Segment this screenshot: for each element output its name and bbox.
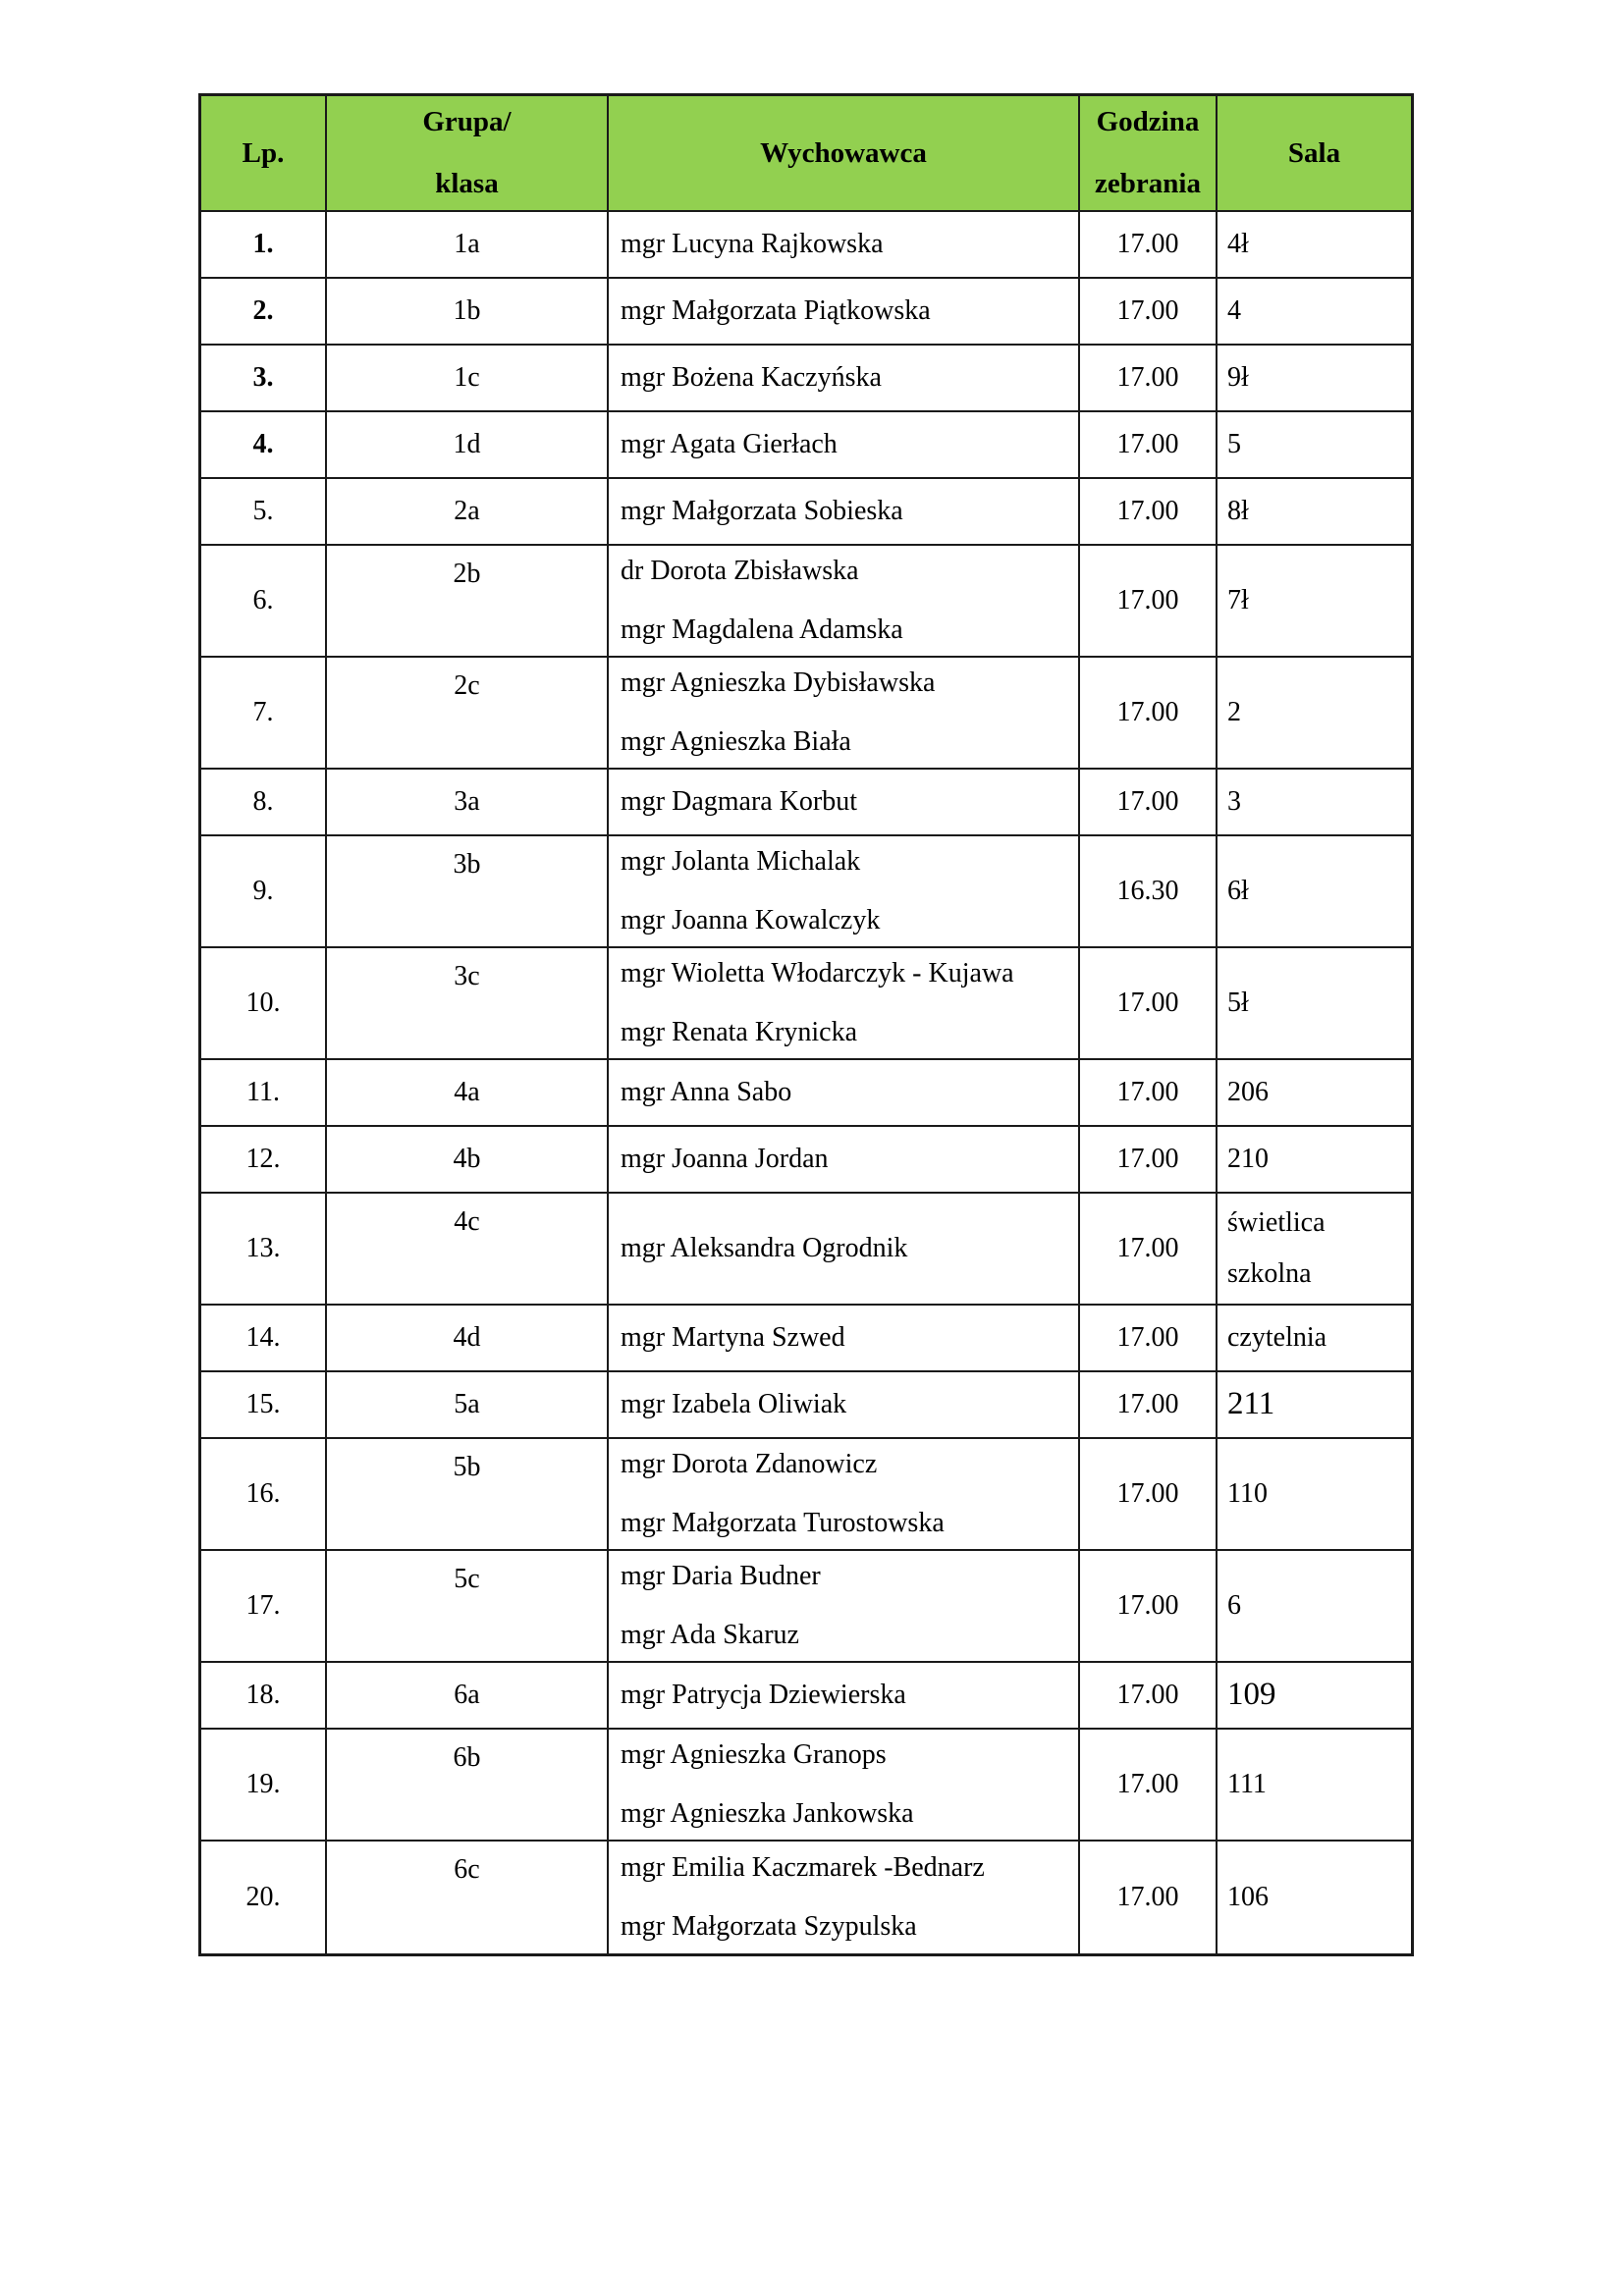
- table-row: [201, 948, 1411, 1060]
- table-row: [201, 770, 1411, 836]
- godzina-cell: 17.00: [1080, 279, 1218, 346]
- sala-cell: czytelnia: [1218, 1306, 1411, 1372]
- lp-cell: 16.: [201, 1439, 327, 1551]
- teacher-name: mgr Dorota Zdanowicz: [621, 1449, 878, 1480]
- wychowawca-cell: [609, 770, 1080, 836]
- klasa-cell: 4b: [327, 1127, 609, 1194]
- teacher-name: dr Dorota Zbisławska: [621, 556, 859, 587]
- lp-cell: 1.: [201, 212, 327, 279]
- header-label-zebrania: zebrania: [1095, 168, 1201, 199]
- sala-cell: 9ł: [1218, 346, 1411, 412]
- lp-cell: 19.: [201, 1730, 327, 1842]
- sala-cell: 8ł: [1218, 479, 1411, 546]
- wychowawca-cell: [609, 1439, 1080, 1551]
- teacher-name: mgr Anna Sabo: [621, 1077, 792, 1108]
- godzina-cell: 17.00: [1080, 1439, 1218, 1551]
- klasa-cell: 4a: [327, 1060, 609, 1127]
- wychowawca-cell: [609, 1842, 1080, 1953]
- sala-cell: 211: [1218, 1372, 1411, 1439]
- teacher-name: mgr Izabela Oliwiak: [621, 1389, 847, 1420]
- table-row: [201, 1439, 1411, 1551]
- wychowawca-cell: [609, 1663, 1080, 1730]
- wychowawca-cell: [609, 1306, 1080, 1372]
- table-row: [201, 1730, 1411, 1842]
- klasa-cell: 3a: [327, 770, 609, 836]
- meeting-schedule-table: [198, 93, 1414, 1956]
- sala-cell: 2: [1218, 658, 1411, 770]
- teacher-name: mgr Daria Budner: [621, 1561, 821, 1592]
- sala-cell: 4: [1218, 279, 1411, 346]
- teacher-name: mgr Ada Skaruz: [621, 1620, 799, 1650]
- header-cell-grupa-klasa: [327, 96, 609, 212]
- lp-cell: 15.: [201, 1372, 327, 1439]
- header-label-godzina: Godzina: [1096, 106, 1200, 138]
- wychowawca-cell: [609, 412, 1080, 479]
- teacher-name: mgr Martyna Szwed: [621, 1322, 845, 1354]
- wychowawca-cell: [609, 279, 1080, 346]
- teacher-name: mgr Dagmara Korbut: [621, 786, 858, 818]
- teacher-name: mgr Małgorzata Szypulska: [621, 1911, 917, 1942]
- lp-cell: 4.: [201, 412, 327, 479]
- teacher-name: mgr Agnieszka Biała: [621, 726, 851, 757]
- godzina-cell: 17.00: [1080, 1127, 1218, 1194]
- sala-cell: 206: [1218, 1060, 1411, 1127]
- lp-cell: 17.: [201, 1551, 327, 1663]
- godzina-cell: 17.00: [1080, 658, 1218, 770]
- klasa-cell: 2a: [327, 479, 609, 546]
- table-row: [201, 212, 1411, 279]
- header-cell-sala: [1218, 96, 1411, 212]
- klasa-cell: 6a: [327, 1663, 609, 1730]
- sala-cell: 7ł: [1218, 546, 1411, 658]
- teacher-name: mgr Lucyna Rajkowska: [621, 229, 884, 260]
- lp-cell: 11.: [201, 1060, 327, 1127]
- godzina-cell: 17.00: [1080, 770, 1218, 836]
- table-row: [201, 1551, 1411, 1663]
- header-cell-godzina-zebrania: [1080, 96, 1218, 212]
- teacher-name: mgr Renata Krynicka: [621, 1017, 858, 1047]
- teacher-name: mgr Agnieszka Dybisławska: [621, 667, 936, 699]
- teacher-name: mgr Emilia Kaczmarek -Bednarz: [621, 1852, 985, 1884]
- table-row: [201, 658, 1411, 770]
- table-row: [201, 836, 1411, 948]
- table-row: [201, 412, 1411, 479]
- sala-cell: świetlica szkolna: [1218, 1194, 1411, 1306]
- lp-cell: 18.: [201, 1663, 327, 1730]
- lp-cell: 8.: [201, 770, 327, 836]
- lp-cell: 2.: [201, 279, 327, 346]
- teacher-name: mgr Joanna Jordan: [621, 1144, 829, 1175]
- godzina-cell: 17.00: [1080, 1551, 1218, 1663]
- teacher-name: mgr Agnieszka Granops: [621, 1739, 887, 1771]
- lp-cell: 7.: [201, 658, 327, 770]
- klasa-cell: 5b: [327, 1439, 609, 1551]
- wychowawca-cell: [609, 1060, 1080, 1127]
- godzina-cell: 17.00: [1080, 1730, 1218, 1842]
- table-row: [201, 346, 1411, 412]
- table-row: [201, 1663, 1411, 1730]
- wychowawca-cell: [609, 836, 1080, 948]
- godzina-cell: 17.00: [1080, 1306, 1218, 1372]
- lp-cell: 13.: [201, 1194, 327, 1306]
- lp-cell: 5.: [201, 479, 327, 546]
- klasa-cell: 3b: [327, 836, 609, 948]
- header-label-grupa: Grupa/: [422, 106, 512, 138]
- table-row: [201, 479, 1411, 546]
- godzina-cell: 17.00: [1080, 1842, 1218, 1953]
- godzina-cell: 17.00: [1080, 212, 1218, 279]
- lp-cell: 14.: [201, 1306, 327, 1372]
- sala-cell: 6: [1218, 1551, 1411, 1663]
- klasa-cell: 1d: [327, 412, 609, 479]
- lp-cell: 10.: [201, 948, 327, 1060]
- teacher-name: mgr Jolanta Michalak: [621, 846, 861, 878]
- header-label-klasa: klasa: [435, 168, 499, 199]
- klasa-cell: 6c: [327, 1842, 609, 1953]
- wychowawca-cell: [609, 346, 1080, 412]
- table-row: [201, 1842, 1411, 1953]
- klasa-cell: 6b: [327, 1730, 609, 1842]
- klasa-cell: 5a: [327, 1372, 609, 1439]
- lp-cell: 3.: [201, 346, 327, 412]
- wychowawca-cell: [609, 1551, 1080, 1663]
- header-label-lp: Lp.: [242, 136, 285, 169]
- table-body: [201, 212, 1411, 1953]
- wychowawca-cell: [609, 1372, 1080, 1439]
- teacher-name: mgr Magdalena Adamska: [621, 614, 903, 645]
- godzina-cell: 17.00: [1080, 546, 1218, 658]
- klasa-cell: 2c: [327, 658, 609, 770]
- sala-cell: 5ł: [1218, 948, 1411, 1060]
- teacher-name: mgr Joanna Kowalczyk: [621, 905, 881, 935]
- teacher-name: mgr Patrycja Dziewierska: [621, 1680, 906, 1711]
- header-cell-wychowawca: [609, 96, 1080, 212]
- table-row: [201, 279, 1411, 346]
- wychowawca-cell: [609, 1730, 1080, 1842]
- header-label-sala: Sala: [1287, 136, 1341, 169]
- table-row: [201, 1306, 1411, 1372]
- lp-cell: 20.: [201, 1842, 327, 1953]
- lp-cell: 12.: [201, 1127, 327, 1194]
- sala-cell: 5: [1218, 412, 1411, 479]
- lp-cell: 9.: [201, 836, 327, 948]
- teacher-name: mgr Aleksandra Ogrodnik: [621, 1233, 908, 1264]
- sala-cell: 3: [1218, 770, 1411, 836]
- klasa-cell: 1c: [327, 346, 609, 412]
- table-row: [201, 1194, 1411, 1306]
- godzina-cell: 17.00: [1080, 948, 1218, 1060]
- wychowawca-cell: [609, 212, 1080, 279]
- wychowawca-cell: [609, 948, 1080, 1060]
- teacher-name: mgr Agata Gierłach: [621, 429, 838, 460]
- klasa-cell: 3c: [327, 948, 609, 1060]
- teacher-name: mgr Agnieszka Jankowska: [621, 1798, 914, 1829]
- lp-cell: 6.: [201, 546, 327, 658]
- godzina-cell: 17.00: [1080, 1060, 1218, 1127]
- table-header-row: [201, 96, 1411, 212]
- sala-cell: 111: [1218, 1730, 1411, 1842]
- sala-cell: 110: [1218, 1439, 1411, 1551]
- table-row: [201, 546, 1411, 658]
- sala-cell: 4ł: [1218, 212, 1411, 279]
- klasa-cell: 2b: [327, 546, 609, 658]
- godzina-cell: 16.30: [1080, 836, 1218, 948]
- header-cell-lp: [201, 96, 327, 212]
- teacher-name: mgr Bożena Kaczyńska: [621, 362, 882, 394]
- godzina-cell: 17.00: [1080, 1663, 1218, 1730]
- klasa-cell: 4d: [327, 1306, 609, 1372]
- teacher-name: mgr Wioletta Włodarczyk - Kujawa: [621, 958, 1014, 989]
- table-row: [201, 1372, 1411, 1439]
- godzina-cell: 17.00: [1080, 1372, 1218, 1439]
- godzina-cell: 17.00: [1080, 479, 1218, 546]
- klasa-cell: 1b: [327, 279, 609, 346]
- table-row: [201, 1127, 1411, 1194]
- wychowawca-cell: [609, 1194, 1080, 1306]
- teacher-name: mgr Małgorzata Sobieska: [621, 496, 903, 527]
- teacher-name: mgr Małgorzata Turostowska: [621, 1508, 945, 1538]
- wychowawca-cell: [609, 1127, 1080, 1194]
- godzina-cell: 17.00: [1080, 346, 1218, 412]
- wychowawca-cell: [609, 479, 1080, 546]
- wychowawca-cell: [609, 658, 1080, 770]
- header-label-wychowawca: Wychowawca: [760, 136, 927, 169]
- wychowawca-cell: [609, 546, 1080, 658]
- godzina-cell: 17.00: [1080, 1194, 1218, 1306]
- sala-cell: 109: [1218, 1663, 1411, 1730]
- teacher-name: mgr Małgorzata Piątkowska: [621, 295, 931, 327]
- sala-cell: 210: [1218, 1127, 1411, 1194]
- klasa-cell: 4c: [327, 1194, 609, 1306]
- godzina-cell: 17.00: [1080, 412, 1218, 479]
- klasa-cell: 5c: [327, 1551, 609, 1663]
- sala-cell: 6ł: [1218, 836, 1411, 948]
- table-row: [201, 1060, 1411, 1127]
- klasa-cell: 1a: [327, 212, 609, 279]
- sala-cell: 106: [1227, 1882, 1269, 1913]
